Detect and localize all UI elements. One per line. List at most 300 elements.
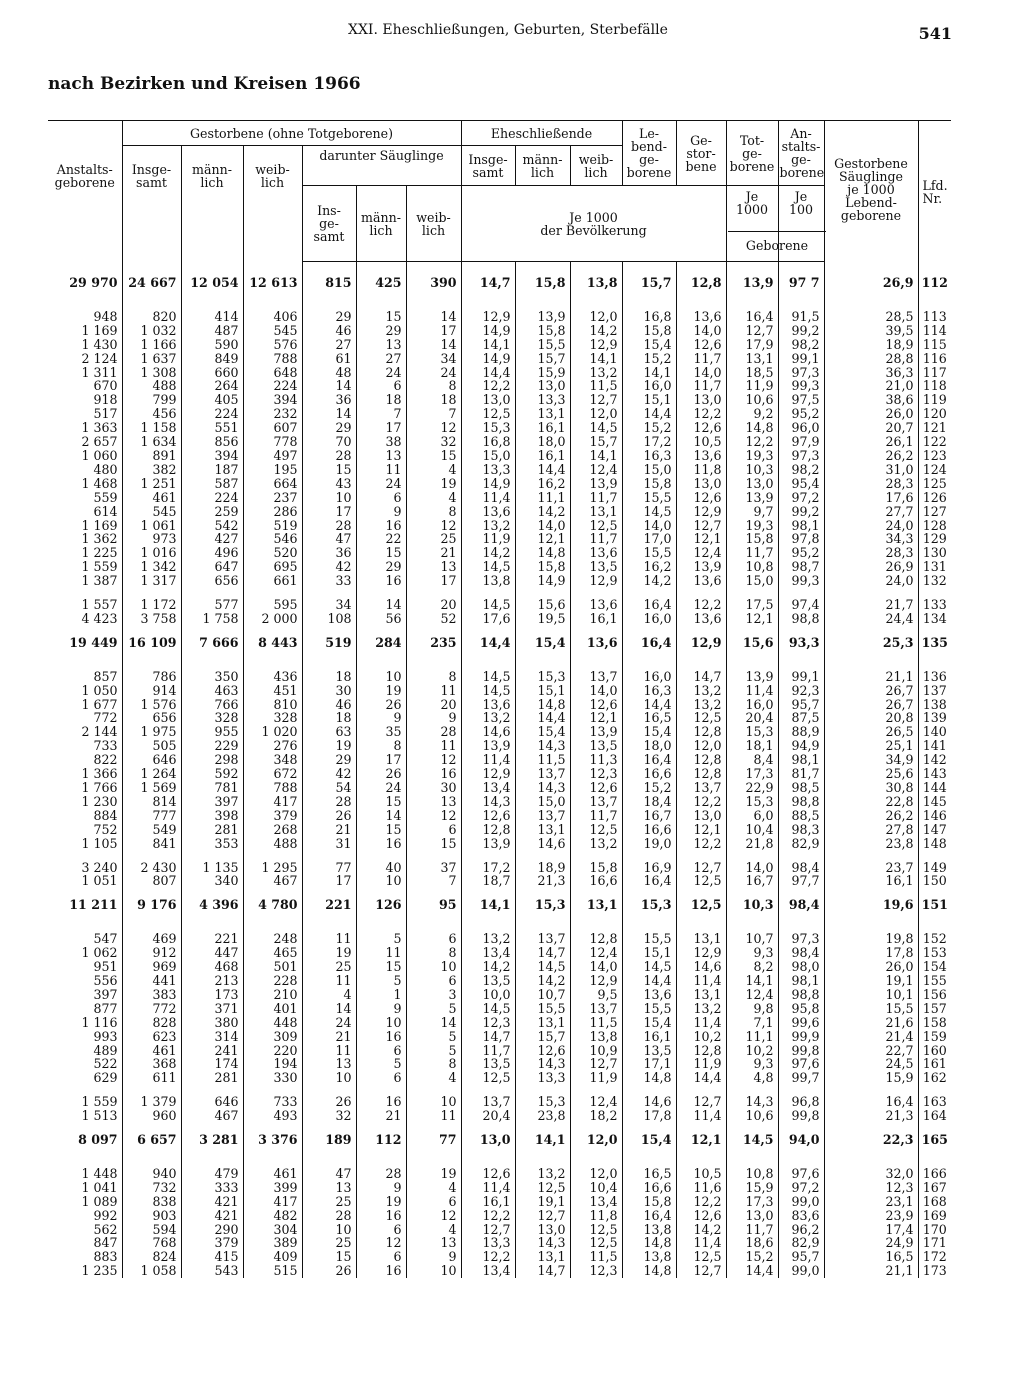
table-cell: 26,9 (824, 560, 918, 574)
table-cell: 664 (243, 477, 302, 491)
table-cell: 3 240 (81, 859, 118, 875)
table-cell: 12,5 (676, 711, 726, 725)
table-cell: 29 (302, 421, 356, 435)
table-cell: 14,4 (622, 698, 676, 712)
row-number: 169 (918, 1209, 951, 1223)
table-cell: 505 (122, 739, 181, 753)
table-cell: 8 (406, 379, 461, 393)
table-cell: 26,9 (824, 262, 918, 300)
table-cell: 14 (302, 1002, 356, 1016)
table-cell: 13,0 (676, 477, 726, 491)
table-cell: 13,1 (515, 1016, 570, 1030)
table-row (48, 1157, 951, 1181)
table-cell: 25,6 (824, 767, 918, 781)
table-cell: 98,1 (778, 519, 824, 533)
table-row (48, 1085, 951, 1109)
table-cell: 14,0 (515, 519, 570, 533)
table-row (48, 532, 951, 546)
header-ehe-insgesamt: Insge- samt (461, 146, 515, 186)
table-cell: 918 (93, 392, 118, 408)
table-cell: 34 (302, 588, 356, 612)
table-cell: 16 (406, 767, 461, 781)
table-cell: 17,3 (726, 1195, 778, 1209)
table-cell: 19 (356, 1195, 406, 1209)
table-cell: 12,6 (676, 1209, 726, 1223)
table-cell: 290 (181, 1223, 243, 1237)
table-cell: 12,6 (461, 1157, 515, 1181)
table-cell: 98,3 (778, 823, 824, 837)
table-cell: 13,0 (726, 477, 778, 491)
table-cell: 26,0 (824, 407, 918, 421)
table-cell: 14,4 (461, 366, 515, 380)
table-cell: 11,7 (726, 1223, 778, 1237)
table-cell: 97,2 (778, 491, 824, 505)
table-cell: 13,6 (461, 698, 515, 712)
table-cell: 99,2 (778, 505, 824, 519)
table-cell: 13,2 (676, 698, 726, 712)
table-cell: 14,6 (461, 725, 515, 739)
table-cell: 11,7 (726, 546, 778, 560)
table-cell: 81,7 (778, 767, 824, 781)
table-cell: 15,5 (622, 922, 676, 946)
table-cell: 15,3 (515, 1085, 570, 1109)
table-cell: 12,4 (570, 463, 622, 477)
table-cell: 16,9 (622, 851, 676, 875)
table-cell: 27,8 (824, 823, 918, 837)
table-cell: 98,0 (778, 960, 824, 974)
row-number: 112 (918, 262, 951, 300)
table-cell: 877 (93, 1000, 118, 1016)
table-cell: 12,6 (570, 781, 622, 795)
table-cell: 16,7 (622, 809, 676, 823)
table-cell: 25 (302, 1195, 356, 1209)
table-cell: 32,0 (824, 1157, 918, 1181)
table-cell: 17 (406, 574, 461, 588)
table-cell: 97,8 (778, 532, 824, 546)
table-cell: 97,2 (778, 1181, 824, 1195)
table-cell: 1 468 (81, 475, 118, 491)
table-cell: 14,3 (515, 1236, 570, 1250)
table-cell: 15,6 (515, 588, 570, 612)
table-cell: 95 (406, 888, 461, 922)
table-cell: 12,0 (570, 1157, 622, 1181)
table-cell: 733 (243, 1085, 302, 1109)
table-cell: 12,4 (676, 546, 726, 560)
table-cell: 914 (122, 684, 181, 698)
table-row (48, 491, 951, 505)
table-cell: 16,6 (622, 823, 676, 837)
table-cell: 7,1 (726, 1016, 778, 1030)
table-cell: 15,5 (622, 1002, 676, 1016)
table-cell: 38 (356, 435, 406, 449)
table-cell: 99,8 (778, 1044, 824, 1058)
table-cell: 21,8 (726, 837, 778, 851)
table-cell: 15,0 (515, 795, 570, 809)
table-cell: 19,0 (622, 837, 676, 851)
table-cell: 98,8 (778, 988, 824, 1002)
table-cell: 12,1 (676, 532, 726, 546)
table-cell: 397 (93, 986, 118, 1002)
table-cell: 15,1 (515, 684, 570, 698)
table-cell: 12 054 (181, 262, 243, 300)
table-cell: 29 (302, 753, 356, 767)
table-cell: 224 (243, 379, 302, 393)
table-cell: 955 (181, 725, 243, 739)
table-cell: 13,5 (570, 560, 622, 574)
table-cell: 13,4 (461, 946, 515, 960)
table-cell: 661 (243, 574, 302, 588)
table-cell: 12,8 (461, 823, 515, 837)
table-cell: 501 (243, 960, 302, 974)
table-cell: 772 (93, 710, 118, 726)
table-cell: 11,8 (676, 463, 726, 477)
table-cell: 96,8 (778, 1085, 824, 1109)
table-cell: 1 041 (81, 1179, 118, 1195)
table-cell: 7 666 (181, 626, 243, 660)
table-cell: 1 363 (81, 420, 118, 436)
row-number: 155 (918, 974, 951, 988)
table-cell: 1 051 (81, 873, 118, 889)
table-cell: 8 (406, 660, 461, 684)
table-cell: 16,1 (622, 1030, 676, 1044)
table-cell: 417 (243, 1195, 302, 1209)
table-cell: 38,6 (824, 393, 918, 407)
table-cell: 9 (356, 1181, 406, 1195)
table-cell: 30,8 (824, 781, 918, 795)
table-cell: 646 (122, 753, 181, 767)
row-number: 164 (918, 1109, 951, 1123)
table-cell: 781 (181, 781, 243, 795)
table-cell: 13,2 (461, 922, 515, 946)
table-cell: 13,4 (570, 1195, 622, 1209)
table-cell: 248 (243, 922, 302, 946)
table-cell: 11,4 (461, 491, 515, 505)
table-cell: 10,6 (726, 393, 778, 407)
table-row (48, 795, 951, 809)
table-cell: 304 (243, 1223, 302, 1237)
table-cell: 394 (181, 449, 243, 463)
table-cell: 83,6 (778, 1209, 824, 1223)
table-cell: 822 (93, 752, 118, 768)
table-cell: 17 (302, 874, 356, 888)
table-cell: 1 342 (122, 560, 181, 574)
table-cell: 13,6 (676, 300, 726, 324)
table-cell: 21 (356, 1109, 406, 1123)
table-cell: 12,2 (676, 588, 726, 612)
row-number: 149 (918, 851, 951, 875)
table-cell: 21,6 (824, 1016, 918, 1030)
table-row (48, 1209, 951, 1223)
table-cell: 14,3 (515, 739, 570, 753)
table-cell: 16,0 (622, 379, 676, 393)
header-weiblich: weib- lich (243, 146, 302, 262)
table-cell: 11,4 (461, 753, 515, 767)
table-cell: 1 166 (122, 338, 181, 352)
table-cell: 16,4 (622, 626, 676, 660)
table-cell: 368 (122, 1057, 181, 1071)
table-cell: 13,0 (676, 393, 726, 407)
table-cell: 5 (406, 1044, 461, 1058)
table-cell: 543 (181, 1264, 243, 1278)
table-cell: 1 677 (81, 696, 118, 712)
table-cell: 4 (302, 988, 356, 1002)
table-cell: 768 (122, 1236, 181, 1250)
table-cell: 12,3 (461, 1016, 515, 1030)
table-cell: 14,9 (461, 477, 515, 491)
row-number: 147 (918, 823, 951, 837)
table-cell: 15,5 (515, 338, 570, 352)
table-cell: 467 (243, 874, 302, 888)
table-cell: 8,2 (726, 960, 778, 974)
table-cell: 5 (356, 974, 406, 988)
table-cell: 187 (181, 463, 243, 477)
table-cell: 16,1 (515, 421, 570, 435)
table-cell: 11,7 (570, 532, 622, 546)
table-cell: 11,4 (676, 1236, 726, 1250)
row-number: 166 (918, 1157, 951, 1181)
table-cell: 629 (93, 1070, 118, 1086)
table-cell: 13,1 (515, 1250, 570, 1264)
table-cell: 13,9 (676, 560, 726, 574)
row-number: 146 (918, 809, 951, 823)
table-cell: 112 (356, 1123, 406, 1157)
table-cell: 13,7 (461, 1085, 515, 1109)
statistics-table (48, 120, 951, 1278)
table-cell: 14,0 (726, 851, 778, 875)
table-cell: 519 (302, 626, 356, 660)
table-cell: 6 (356, 491, 406, 505)
table-cell: 26,1 (824, 435, 918, 449)
table-cell: 14,2 (515, 974, 570, 988)
table-cell: 25 (406, 532, 461, 546)
table-cell: 97,6 (778, 1157, 824, 1181)
table-cell: 436 (243, 660, 302, 684)
table-cell: 210 (243, 988, 302, 1002)
table-cell: 14,3 (726, 1085, 778, 1109)
table-cell: 1 135 (181, 851, 243, 875)
table-cell: 405 (181, 393, 243, 407)
row-number: 170 (918, 1223, 951, 1237)
table-cell: 14,5 (726, 1123, 778, 1157)
table-cell: 15 (356, 300, 406, 324)
table-cell: 5 (356, 922, 406, 946)
statistics-table-container (48, 120, 947, 1278)
table-cell: 656 (122, 711, 181, 725)
table-cell: 14,5 (461, 660, 515, 684)
table-cell: 960 (122, 1109, 181, 1123)
table-row (48, 767, 951, 781)
table-row (48, 1181, 951, 1195)
table-cell: 14,2 (515, 505, 570, 519)
table-cell: 24,9 (824, 1236, 918, 1250)
table-cell: 16,3 (622, 449, 676, 463)
table-cell: 5 (356, 1057, 406, 1071)
table-cell: 15,4 (622, 338, 676, 352)
table-cell: 98,8 (778, 612, 824, 626)
table-cell: 401 (243, 1002, 302, 1016)
table-cell: 441 (122, 974, 181, 988)
table-cell: 766 (181, 698, 243, 712)
table-cell: 24,4 (824, 612, 918, 626)
table-cell: 54 (302, 781, 356, 795)
table-cell: 19,1 (824, 974, 918, 988)
table-cell: 6 (356, 1223, 406, 1237)
row-number: 161 (918, 1057, 951, 1071)
table-cell: 14,8 (726, 421, 778, 435)
table-cell: 13,9 (726, 660, 778, 684)
table-row (48, 874, 951, 888)
table-cell: 13,0 (676, 809, 726, 823)
table-cell: 379 (181, 1236, 243, 1250)
table-cell: 397 (181, 795, 243, 809)
table-cell: 12,2 (676, 795, 726, 809)
table-cell: 13,2 (676, 684, 726, 698)
table-row (48, 379, 951, 393)
header-saeuglinge-group: darunter Säuglinge (302, 146, 461, 186)
table-cell: 92,3 (778, 684, 824, 698)
table-cell: 19 (406, 1157, 461, 1181)
table-cell: 13,6 (570, 588, 622, 612)
table-cell: 21,1 (824, 1264, 918, 1278)
table-cell: 13,6 (461, 505, 515, 519)
table-cell: 15,4 (622, 1016, 676, 1030)
table-cell: 26 (356, 767, 406, 781)
table-cell: 9,3 (726, 946, 778, 960)
table-cell: 9 (406, 1250, 461, 1264)
table-cell: 16,5 (622, 1157, 676, 1181)
table-cell: 12,9 (676, 946, 726, 960)
table-cell: 461 (122, 491, 181, 505)
table-cell: 15,3 (726, 795, 778, 809)
table-cell: 15,4 (622, 725, 676, 739)
table-cell: 969 (122, 960, 181, 974)
table-cell: 98,4 (778, 851, 824, 875)
table-cell: 12,5 (461, 407, 515, 421)
table-cell: 398 (181, 809, 243, 823)
table-cell: 577 (181, 588, 243, 612)
table-cell: 24,0 (824, 574, 918, 588)
table-cell: 77 (302, 851, 356, 875)
table-row (48, 324, 951, 338)
table-cell: 15,8 (622, 1195, 676, 1209)
table-row (48, 1002, 951, 1016)
table-cell: 11,4 (676, 1016, 726, 1030)
header-gestorbene: Ge- stor- bene (676, 121, 726, 186)
table-cell: 15,0 (622, 463, 676, 477)
table-cell: 15 (302, 1250, 356, 1264)
table-cell: 30 (302, 684, 356, 698)
table-cell: 9,2 (726, 407, 778, 421)
table-row (48, 781, 951, 795)
row-number: 134 (918, 612, 951, 626)
table-cell: 16,1 (824, 874, 918, 888)
table-cell: 13 (356, 338, 406, 352)
table-cell: 13,7 (676, 781, 726, 795)
table-cell: 13,9 (461, 739, 515, 753)
table-cell: 16 109 (122, 626, 181, 660)
table-cell: 883 (93, 1249, 118, 1265)
table-cell: 14,4 (622, 407, 676, 421)
table-cell: 17 (302, 505, 356, 519)
table-cell: 1 637 (122, 352, 181, 366)
table-cell: 17 (406, 324, 461, 338)
table-cell: 799 (122, 393, 181, 407)
table-cell: 15,3 (515, 888, 570, 922)
table-cell: 24 (302, 1016, 356, 1030)
table-cell: 99,3 (778, 379, 824, 393)
table-row (48, 435, 951, 449)
table-cell: 13,8 (570, 262, 622, 300)
table-cell: 24 667 (122, 262, 181, 300)
table-cell: 10 (302, 491, 356, 505)
table-cell: 13,1 (726, 352, 778, 366)
table-cell: 14,5 (461, 684, 515, 698)
table-cell: 63 (302, 725, 356, 739)
table-cell: 281 (181, 1071, 243, 1085)
table-cell: 286 (243, 505, 302, 519)
table-cell: 814 (122, 795, 181, 809)
table-cell: 1 569 (122, 781, 181, 795)
table-cell: 4,8 (726, 1071, 778, 1085)
table-cell: 11,7 (676, 379, 726, 393)
table-cell: 592 (181, 767, 243, 781)
table-cell: 12,8 (676, 1044, 726, 1058)
row-number: 118 (918, 379, 951, 393)
table-cell: 353 (181, 837, 243, 851)
table-cell: 98,4 (778, 946, 824, 960)
table-cell: 13,9 (570, 477, 622, 491)
table-cell: 4 780 (243, 888, 302, 922)
table-cell: 28,3 (824, 546, 918, 560)
table-cell: 98,4 (778, 888, 824, 922)
table-cell: 390 (406, 262, 461, 300)
table-cell: 82,9 (778, 837, 824, 851)
table-cell: 11,7 (570, 491, 622, 505)
table-cell: 228 (243, 974, 302, 988)
table-cell: 1 308 (122, 366, 181, 380)
page-number: 541 (918, 24, 952, 43)
table-cell: 11,9 (570, 1071, 622, 1085)
table-cell: 551 (181, 421, 243, 435)
table-cell: 3 281 (181, 1123, 243, 1157)
table-cell: 1 430 (81, 336, 118, 352)
table-cell: 15,3 (515, 660, 570, 684)
table-cell: 268 (243, 823, 302, 837)
table-cell: 19 (302, 946, 356, 960)
table-cell: 10,2 (676, 1030, 726, 1044)
table-cell: 98,2 (778, 338, 824, 352)
table-cell: 16,2 (515, 477, 570, 491)
table-cell: 4 (406, 1181, 461, 1195)
table-cell: 427 (181, 532, 243, 546)
header-anstaltsgeborene-pct: An- stalts- ge- borene (778, 121, 824, 186)
table-cell: 13,5 (570, 739, 622, 753)
table-cell: 14,0 (676, 324, 726, 338)
table-cell: 465 (243, 946, 302, 960)
table-row (48, 1057, 951, 1071)
row-number: 113 (918, 300, 951, 324)
table-cell: 20,7 (824, 421, 918, 435)
table-row (48, 519, 951, 533)
table-cell: 15,6 (726, 626, 778, 660)
table-cell: 15,8 (515, 324, 570, 338)
table-cell: 4 423 (81, 610, 118, 626)
table-cell: 12,7 (726, 324, 778, 338)
header-insgesamt: Insge- samt (122, 146, 181, 262)
table-cell: 12,7 (461, 1223, 515, 1237)
table-cell: 26,7 (824, 698, 918, 712)
table-cell: 10,8 (726, 1157, 778, 1181)
